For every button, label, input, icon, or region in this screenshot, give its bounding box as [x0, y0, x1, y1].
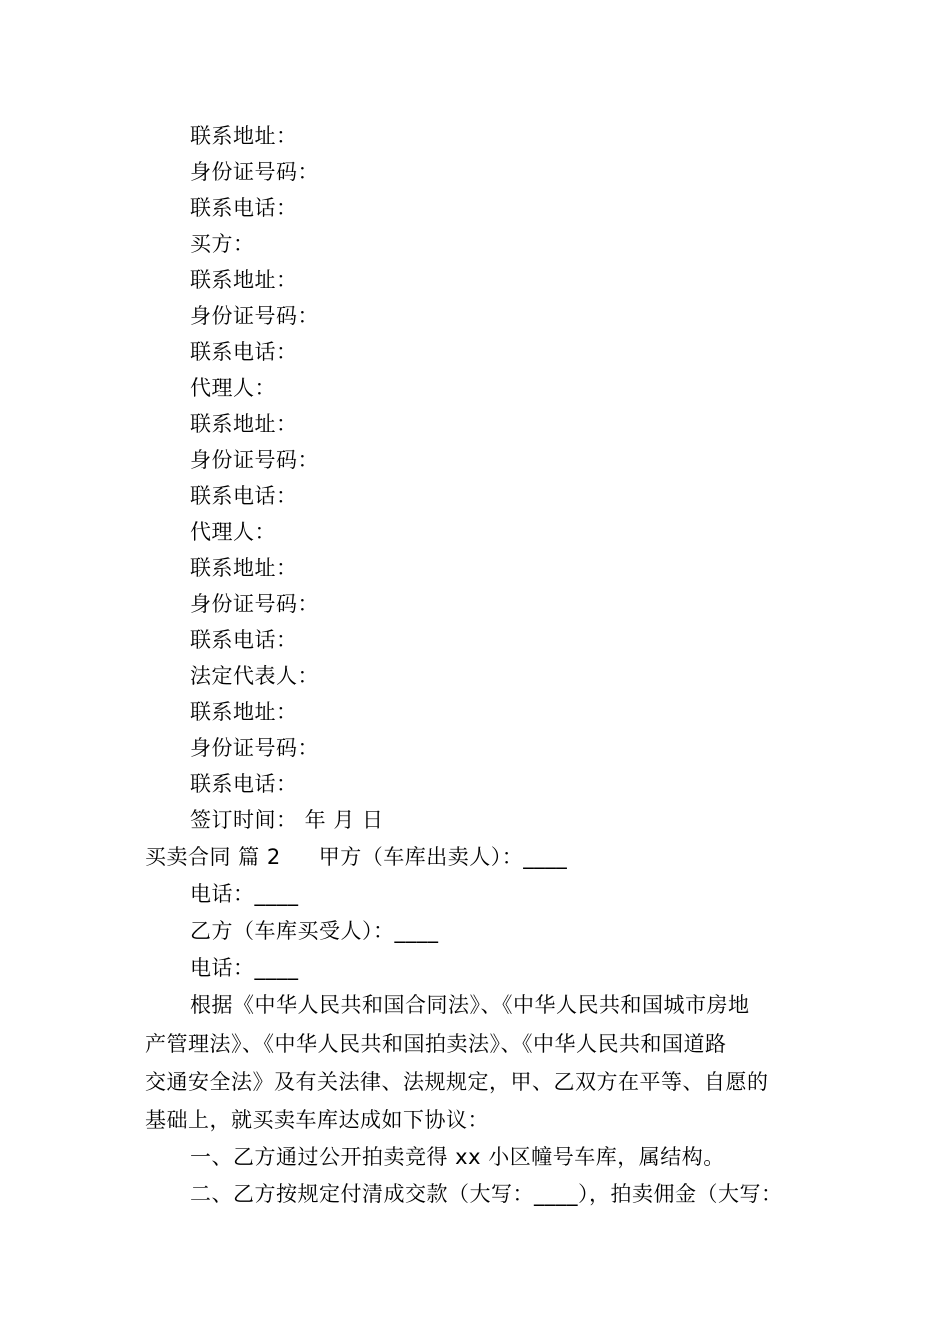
phone-a-line: 电话：____ [190, 882, 299, 906]
text-line: 联系地址： [190, 268, 298, 292]
text-line: 身份证号码： [190, 160, 319, 184]
text-line: 身份证号码： [190, 592, 319, 616]
section-heading: 买卖合同 篇 2 [145, 845, 281, 869]
text-line: 联系电话： [190, 196, 298, 220]
paragraph-line: 产管理法》、《中华人民共和国拍卖法》、《中华人民共和国道路 [145, 1032, 727, 1056]
text-line: 联系地址： [190, 412, 298, 436]
text-line: 买方： [190, 232, 255, 256]
paragraph-line: 根据《中华人民共和国合同法》、《中华人民共和国城市房地 [190, 993, 750, 1017]
text-line: 身份证号码： [190, 736, 319, 760]
text-line: 联系电话： [190, 628, 298, 652]
text-line: 身份证号码： [190, 304, 319, 328]
text-line: 联系电话： [190, 340, 298, 364]
text-line: 联系地址： [190, 700, 298, 724]
phone-b-line: 电话：____ [190, 956, 299, 980]
paragraph-line: 基础上，就买卖车库达成如下协议： [145, 1108, 489, 1132]
text-line: 联系电话： [190, 484, 298, 508]
party-b-line: 乙方（车库买受人）：____ [190, 919, 439, 943]
party-a-line: 甲方（车库出卖人）：____ [318, 845, 568, 869]
text-line: 联系电话： [190, 772, 298, 796]
signing-date-line: 签订时间： 年 月 日 [190, 808, 384, 832]
paragraph-line: 交通安全法》及有关法律、法规规定，甲、乙双方在平等、自愿的 [145, 1070, 769, 1094]
text-line: 身份证号码： [190, 448, 319, 472]
text-line: 联系地址： [190, 124, 298, 148]
clause-line: 一、乙方通过公开拍卖竞得 xx 小区幢号车库，属结构。 [190, 1145, 725, 1169]
text-line: 代理人： [190, 376, 276, 400]
text-line: 代理人： [190, 520, 276, 544]
clause-line: 二、乙方按规定付清成交款（大写：____），拍卖佣金（大写： [190, 1182, 783, 1206]
text-line: 联系地址： [190, 556, 298, 580]
section-heading-row [145, 843, 567, 871]
text-line: 法定代表人： [190, 664, 319, 688]
